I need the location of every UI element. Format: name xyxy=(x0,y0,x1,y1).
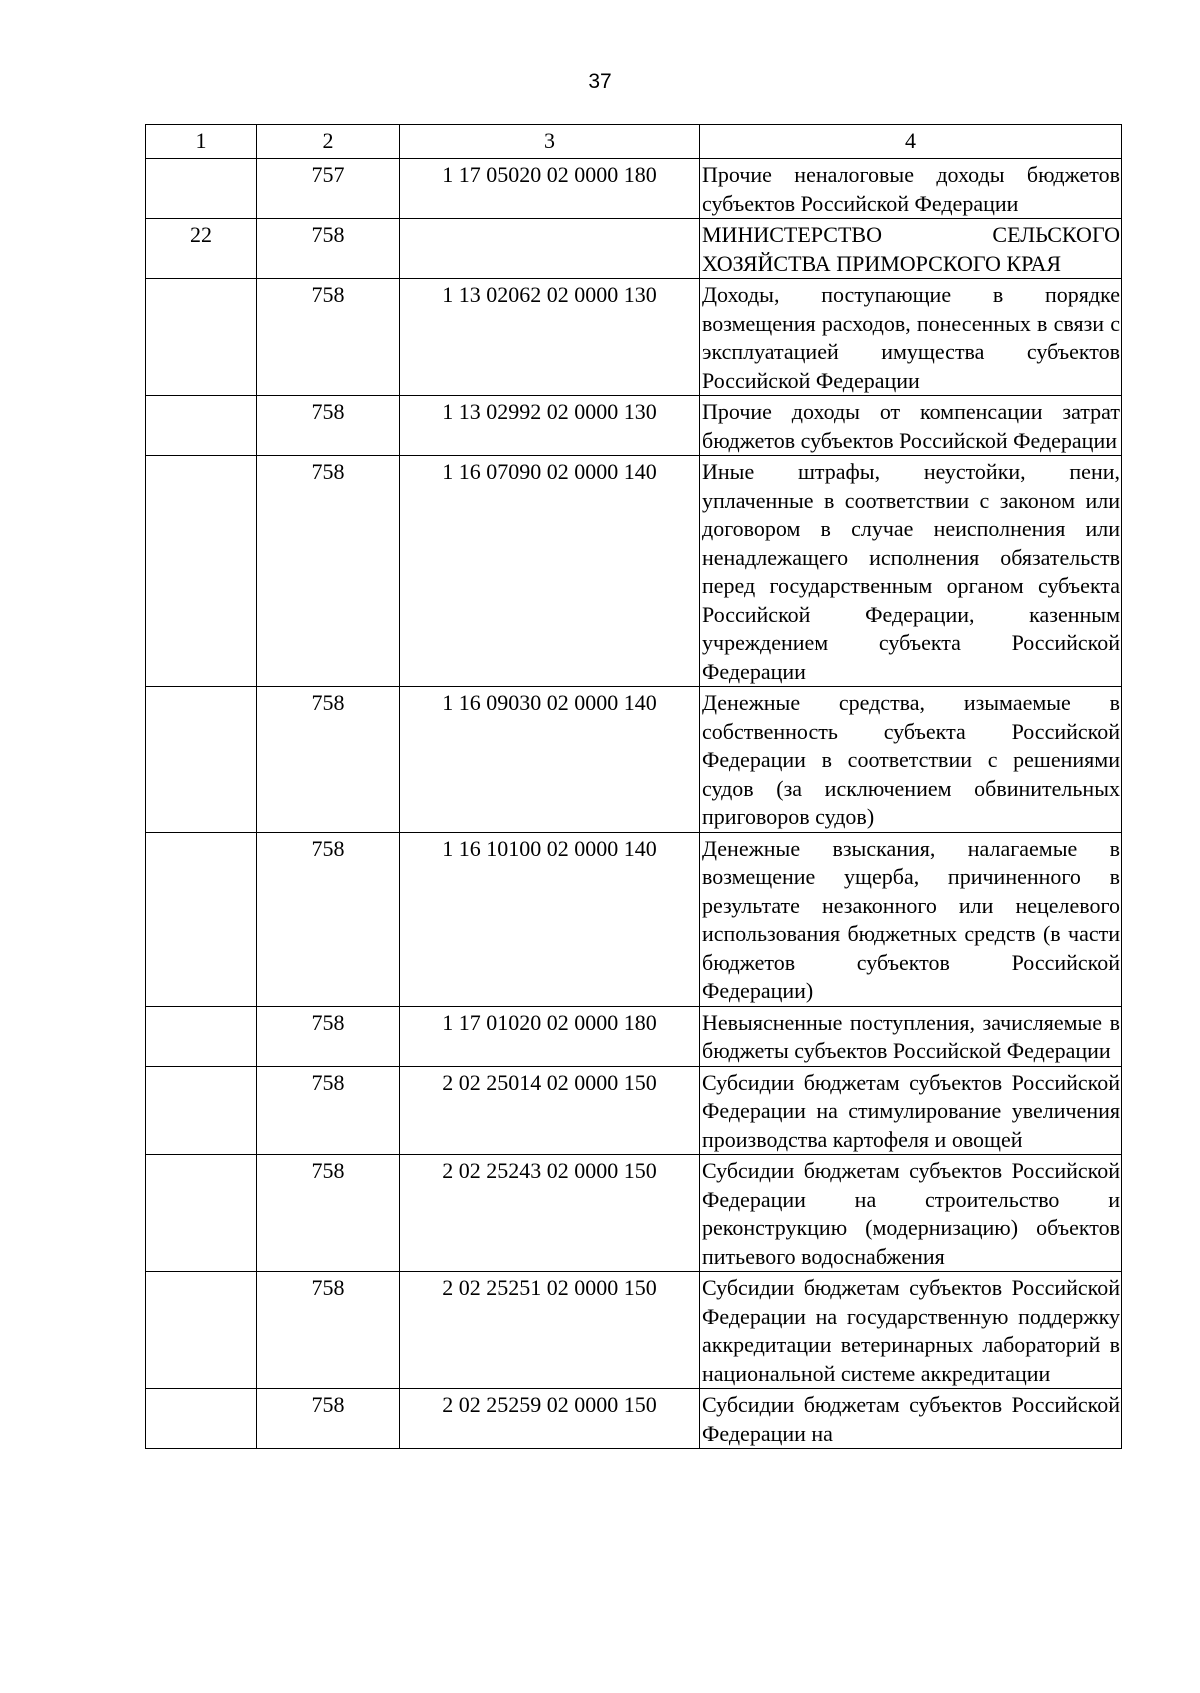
table-row xyxy=(146,1006,1122,1066)
admin-code: 758 xyxy=(257,832,400,1006)
admin-code: 758 xyxy=(257,1272,400,1389)
table-row xyxy=(146,396,1122,456)
row-number xyxy=(146,1389,257,1449)
revenue-code: 2 02 25243 02 0000 150 xyxy=(400,1155,700,1272)
admin-code: 758 xyxy=(257,396,400,456)
row-number xyxy=(146,456,257,687)
revenue-codes-table xyxy=(145,124,1122,1449)
admin-code: 758 xyxy=(257,687,400,833)
revenue-description: Прочие неналоговые доходы бюджетов субъектов Российской Федерации xyxy=(700,159,1122,219)
admin-code: 758 xyxy=(257,1389,400,1449)
row-number xyxy=(146,832,257,1006)
revenue-code xyxy=(400,219,700,279)
row-number xyxy=(146,159,257,219)
revenue-description: Денежные взыскания, налагаемые в возмещение ущерба, причиненного в результате незаконного или нецелевого использования бюджетных средств (в части бюджетов субъектов Российской Федерации) xyxy=(700,832,1122,1006)
revenue-code: 2 02 25251 02 0000 150 xyxy=(400,1272,700,1389)
table-row xyxy=(146,279,1122,396)
row-number xyxy=(146,687,257,833)
admin-code: 758 xyxy=(257,1155,400,1272)
row-number xyxy=(146,1066,257,1155)
revenue-description: Иные штрафы, неустойки, пени, уплаченные в соответствии с законом или договором в случае неисполнения или ненадлежащего исполнения обязательств перед государственным органом субъекта Российской Федерации, казенным учреждением субъекта Российской Федерации xyxy=(700,456,1122,687)
revenue-code: 2 02 25014 02 0000 150 xyxy=(400,1066,700,1155)
table-row xyxy=(146,687,1122,833)
header-col-1: 1 xyxy=(146,125,257,159)
page-number: 37 xyxy=(588,70,612,93)
header-col-2: 2 xyxy=(257,125,400,159)
revenue-code: 1 17 05020 02 0000 180 xyxy=(400,159,700,219)
admin-code: 758 xyxy=(257,279,400,396)
admin-code: 757 xyxy=(257,159,400,219)
revenue-description: Доходы, поступающие в порядке возмещения расходов, понесенных в связи с эксплуатацией имущества субъектов Российской Федерации xyxy=(700,279,1122,396)
table-row xyxy=(146,1272,1122,1389)
row-number xyxy=(146,1006,257,1066)
row-number xyxy=(146,396,257,456)
row-number xyxy=(146,1272,257,1389)
revenue-description: Субсидии бюджетам субъектов Российской Федерации на государственную поддержку аккредитации ветеринарных лабораторий в национальной системе аккредитации xyxy=(700,1272,1122,1389)
revenue-code: 1 13 02992 02 0000 130 xyxy=(400,396,700,456)
admin-code: 758 xyxy=(257,1006,400,1066)
revenue-description: Прочие доходы от компенсации затрат бюджетов субъектов Российской Федерации xyxy=(700,396,1122,456)
table-row xyxy=(146,1066,1122,1155)
row-number: 22 xyxy=(146,219,257,279)
table-row xyxy=(146,1155,1122,1272)
revenue-code: 1 17 01020 02 0000 180 xyxy=(400,1006,700,1066)
revenue-code: 1 13 02062 02 0000 130 xyxy=(400,279,700,396)
ministry-name: МИНИСТЕРСТВО СЕЛЬСКОГО ХОЗЯЙСТВА ПРИМОРСКОГО КРАЯ xyxy=(700,219,1122,279)
revenue-code: 1 16 07090 02 0000 140 xyxy=(400,456,700,687)
revenue-code: 2 02 25259 02 0000 150 xyxy=(400,1389,700,1449)
header-col-4: 4 xyxy=(700,125,1122,159)
table-row xyxy=(146,1389,1122,1449)
row-number xyxy=(146,279,257,396)
admin-code: 758 xyxy=(257,219,400,279)
table-row xyxy=(146,219,1122,279)
revenue-description: Субсидии бюджетам субъектов Российской Федерации на строительство и реконструкцию (модернизацию) объектов питьевого водоснабжения xyxy=(700,1155,1122,1272)
revenue-description: Субсидии бюджетам субъектов Российской Федерации на стимулирование увеличения производства картофеля и овощей xyxy=(700,1066,1122,1155)
revenue-description: Невыясненные поступления, зачисляемые в бюджеты субъектов Российской Федерации xyxy=(700,1006,1122,1066)
revenue-code: 1 16 10100 02 0000 140 xyxy=(400,832,700,1006)
table-row xyxy=(146,832,1122,1006)
table-row xyxy=(146,456,1122,687)
admin-code: 758 xyxy=(257,1066,400,1155)
row-number xyxy=(146,1155,257,1272)
revenue-code: 1 16 09030 02 0000 140 xyxy=(400,687,700,833)
header-col-3: 3 xyxy=(400,125,700,159)
admin-code: 758 xyxy=(257,456,400,687)
revenue-description: Субсидии бюджетам субъектов Российской Федерации на xyxy=(700,1389,1122,1449)
revenue-description: Денежные средства, изымаемые в собственность субъекта Российской Федерации в соответствии с решениями судов (за исключением обвинительных приговоров судов) xyxy=(700,687,1122,833)
table-header-row xyxy=(146,125,1122,159)
table-row xyxy=(146,159,1122,219)
